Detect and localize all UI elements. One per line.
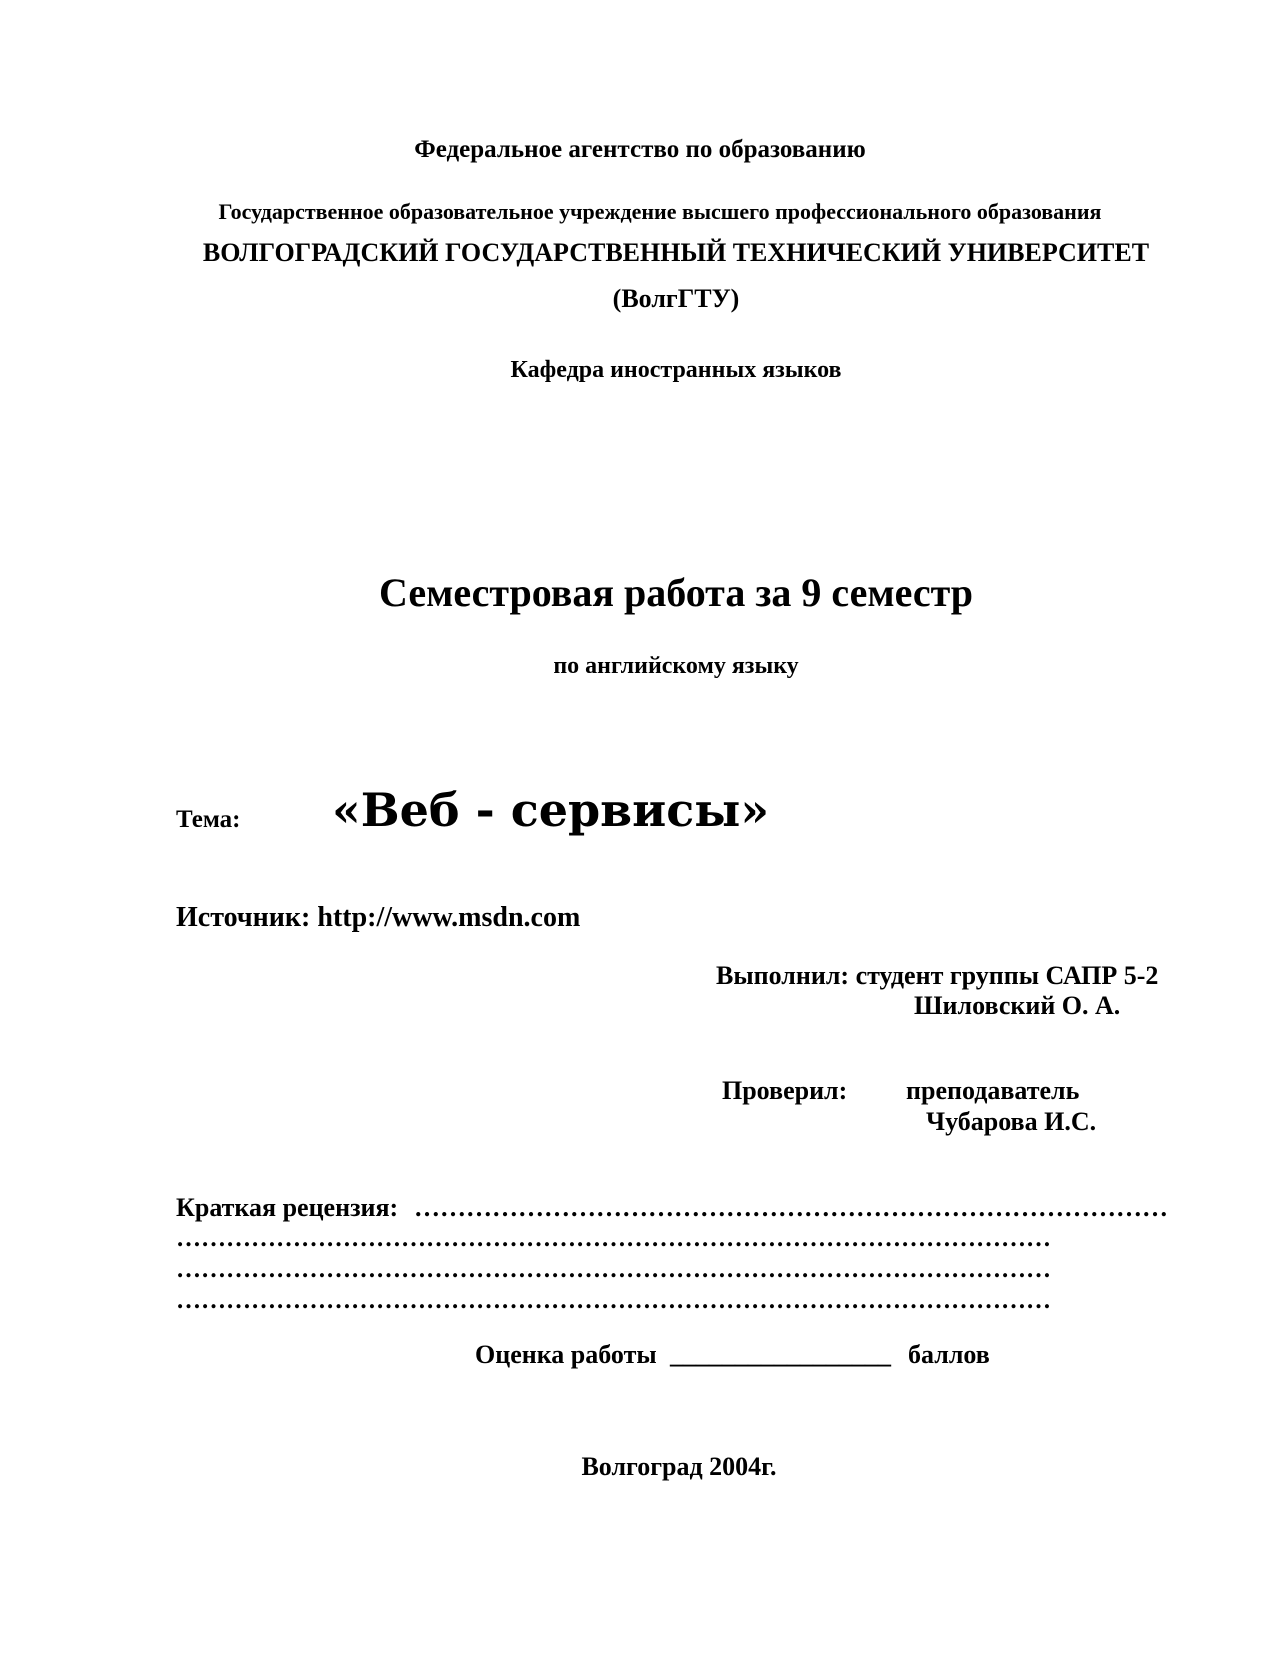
topic-value: «Веб - сервисы» <box>332 783 770 837</box>
checked-label: Проверил: <box>722 1076 848 1105</box>
department-name: Кафедра иностранных языков <box>510 357 842 383</box>
performed-by: Выполнил: студент группы САПР 5-2 <box>716 961 1159 990</box>
subject-subtitle: по английскому языку <box>553 653 799 679</box>
institution-name: Государственное образовательное учреждение высшего профессионального образования <box>218 199 1102 224</box>
topic-label: Тема: <box>176 806 241 833</box>
grade-suffix: баллов <box>908 1340 990 1369</box>
checker-name: Чубарова И.С. <box>926 1107 1097 1136</box>
review-dots-line: …………………………………………………………………………………………… <box>176 1288 1051 1313</box>
agency-name: Федеральное агентство по образованию <box>414 136 866 163</box>
university-abbreviation: (ВолгГТУ) <box>612 284 740 313</box>
grade-blank: _________________ <box>670 1340 891 1369</box>
university-name: ВОЛГОГРАДСКИЙ ГОСУДАРСТВЕННЫЙ ТЕХНИЧЕСКИЙ УНИВЕРСИТЕТ <box>202 238 1150 267</box>
page-title: Семестровая работа за 9 семестр <box>378 570 974 615</box>
source-line: Источник: http://www.msdn.com <box>176 902 581 933</box>
student-name: Шиловский О. А. <box>914 991 1121 1020</box>
footer-city-year: Волгоград 2004г. <box>581 1452 777 1481</box>
review-label: Краткая рецензия: <box>176 1193 399 1222</box>
grade-prefix: Оценка работы <box>475 1340 657 1369</box>
checker-role: преподаватель <box>906 1076 1080 1105</box>
review-dots-line: …………………………………………………………………………………………… <box>176 1257 1051 1282</box>
review-dots-first: …………………………………………………………………………… <box>414 1195 1168 1221</box>
review-dots-line: …………………………………………………………………………………………… <box>176 1226 1051 1251</box>
